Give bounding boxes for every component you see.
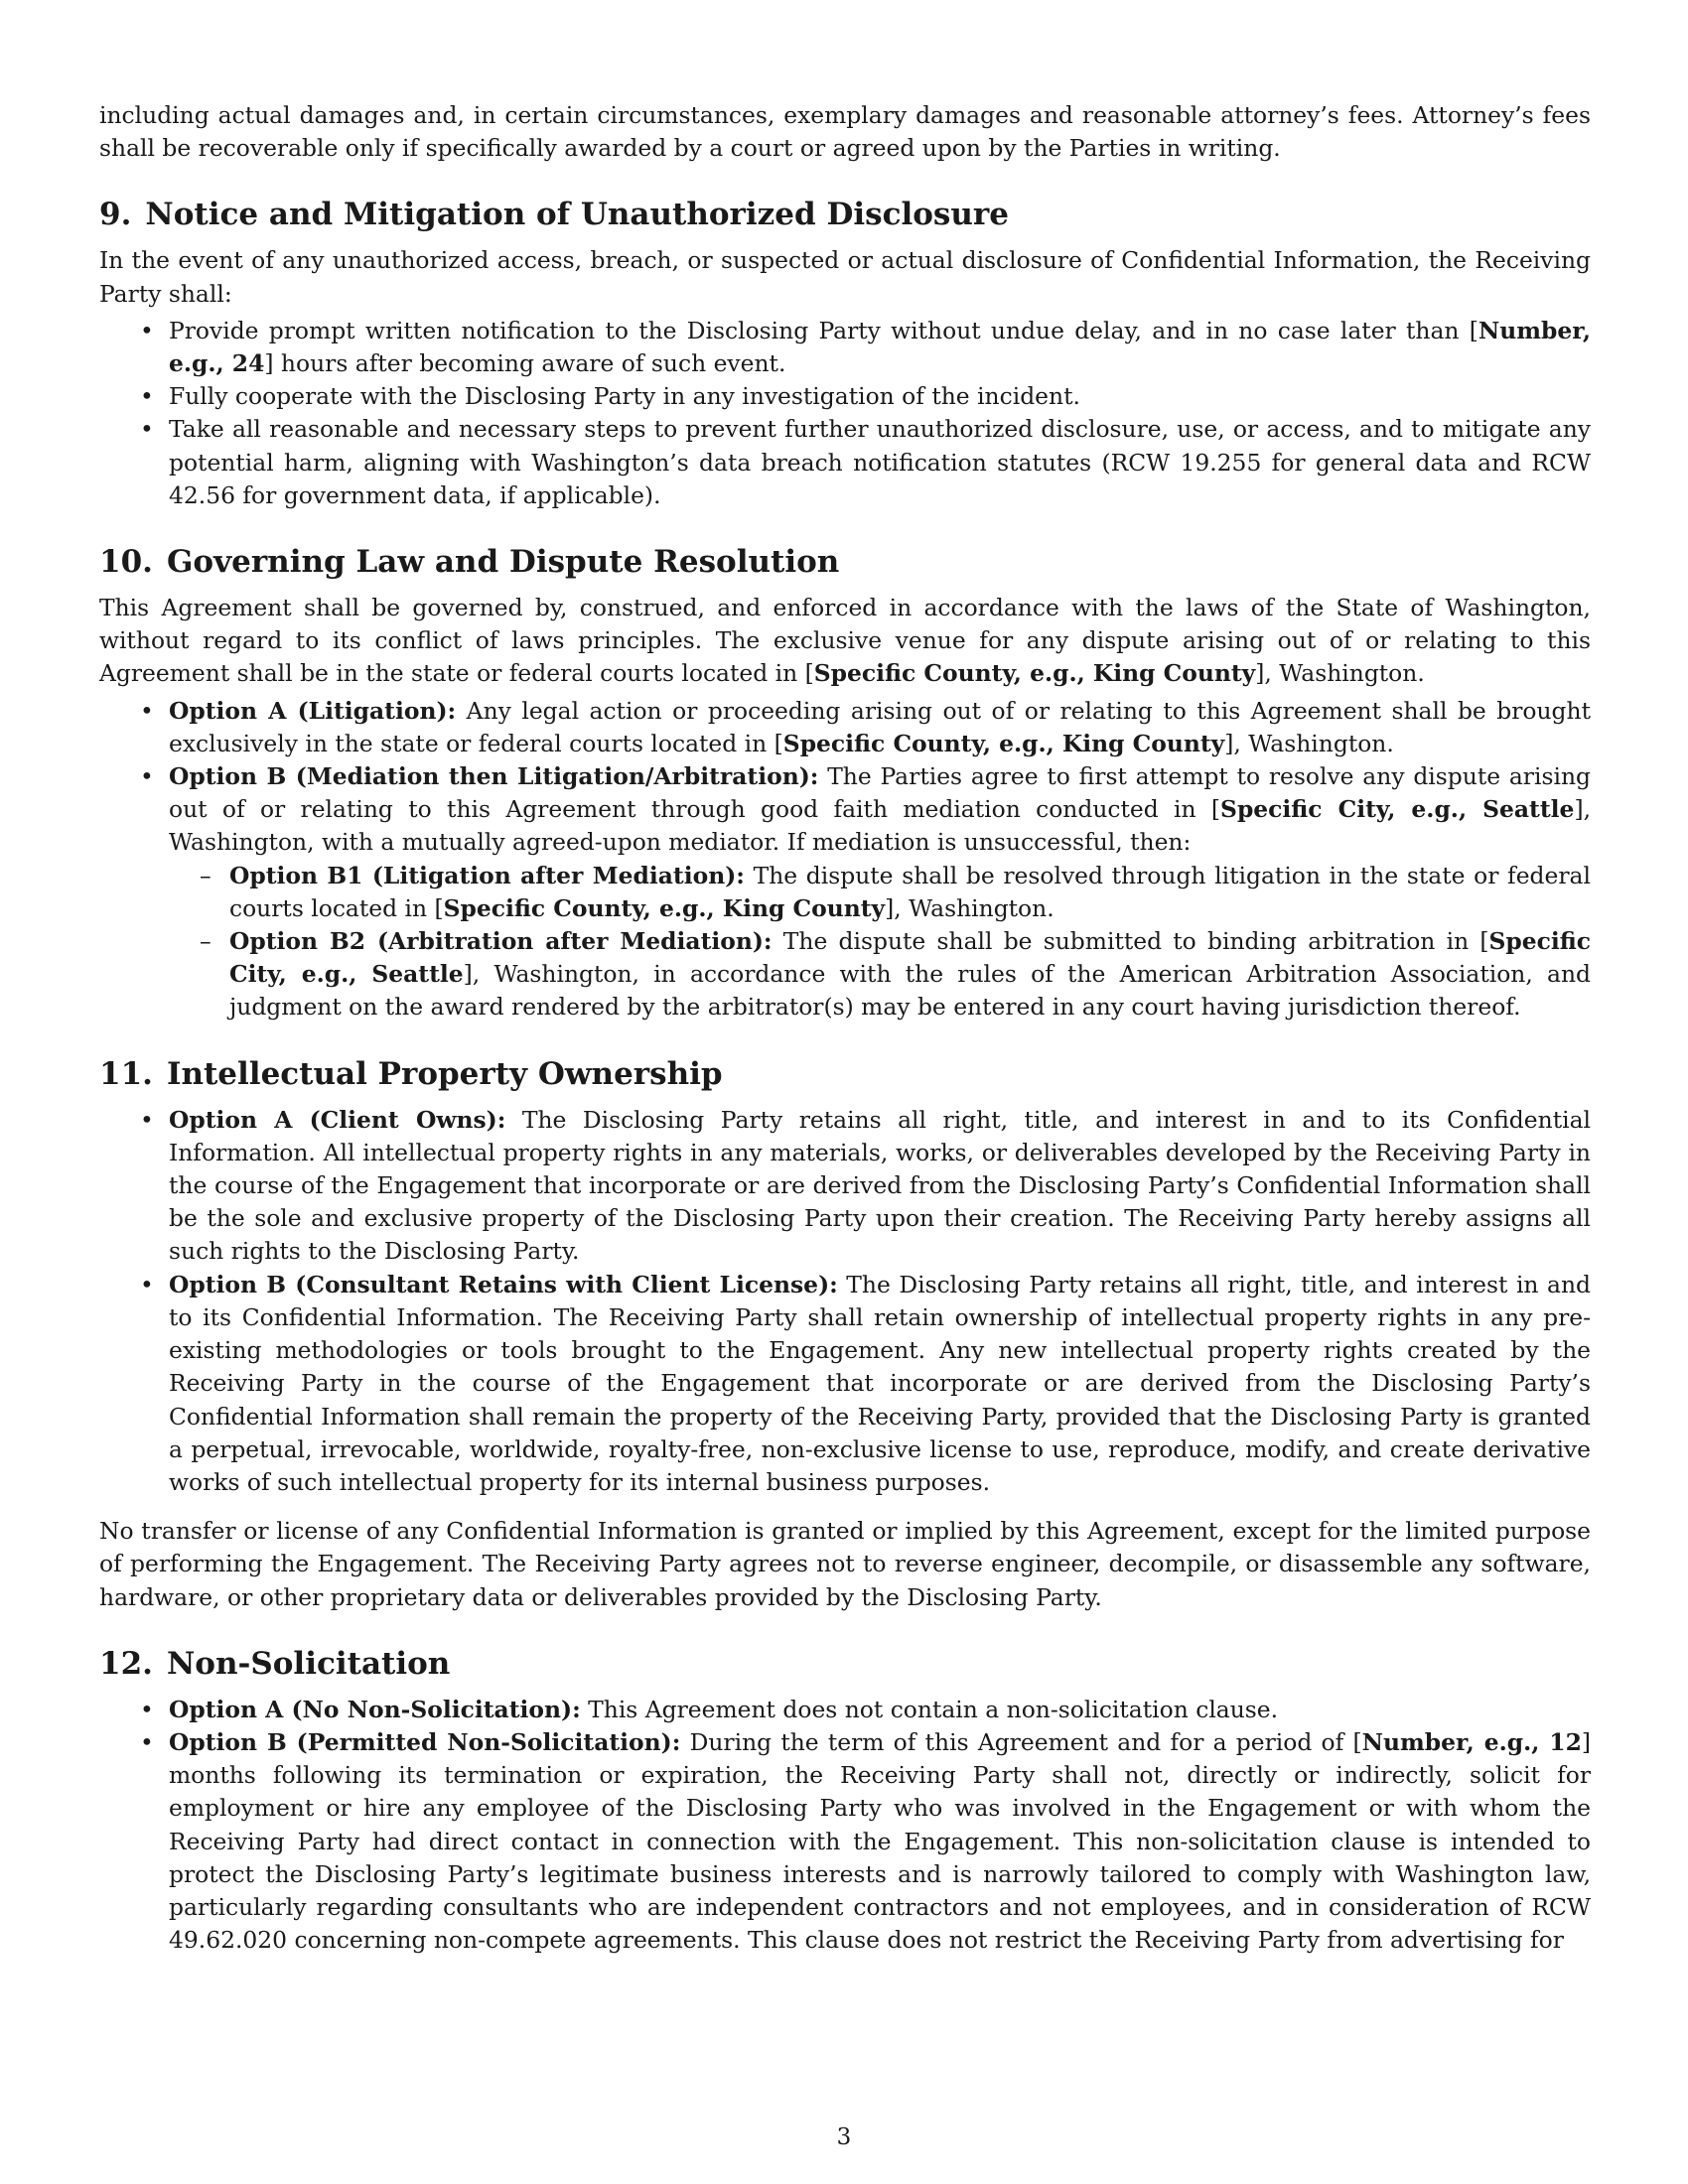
option-b: • Option B (Permitted Non-Solicitation): During the term of this Agreement and for a period of [Number, e.g., 12] months following its termination or expiration, the Receiving Party shall not, directly or indirectly, solicit for employment or hire any employee of the Disclosing Party who was involved in the Engagement or with whom the Receiving Party had direct contact in connection with the Engagement. This non-solicitation clause is intended to protect the Disclosing Party’s legitimate business interests and is narrowly tailored to comply with Washington law, particularly regarding consultants who are independent contractors and not employees, and in consideration of RCW 49.62.020 concerning non-compete agreements. This clause does not restrict the Receiving Party from advertising for [99,1726,1591,1957]
section-9-intro: In the event of any unauthorized access, breach, or suspected or actual disclosure of Confidential Information, the Receiving Party shall: [99,246,1591,308]
section-11-heading [99,1054,1591,1094]
page-number: 3 [836,2124,852,2150]
option-label: Option A (Litigation): [169,696,457,725]
option-b1: – Option B1 (Litigation after Mediation): The dispute shall be resolved through litigation in the state or federal courts located in [Specific County, e.g., King County], Washington. [169,860,1591,925]
option-label: Option B2 (Arbitration after Mediation): [229,927,773,956]
placeholder-field: Specific County, e.g., King County [443,893,886,922]
option-b2: – Option B2 (Arbitration after Mediation): The dispute shall be submitted to binding arbitration in [Specific City, e.g., Seattle], Washington, in accordance with the rules of the American Arbitration Association, and judgment on the award rendered by the arbitrator(s) may be entered in any court having jurisdiction thereof. [169,925,1591,1024]
section-11-options [99,1104,1591,1499]
placeholder-field: Specific City, e.g., Seattle [229,927,1592,989]
section-12-heading [99,1644,1591,1684]
option-a: • Option A (No Non-Solicitation): This Agreement does not contain a non-solicitation clause. [99,1694,1591,1726]
placeholder-field: Specific County, e.g., King County [782,729,1225,757]
section-10-options [99,695,1591,1024]
section-title: Intellectual Property Ownership [166,1055,723,1092]
option-a: • Option A (Litigation): Any legal action or proceeding arising out of or relating to this Agreement shall be brought exclusively in the state or federal courts located in [Specific County, e.g., King County], Washington. [99,695,1591,760]
list-item: • Take all reasonable and necessary steps to prevent further unauthorized disclosure, use, or access, and to mitigate any potential harm, aligning with Washington’s data breach notification statutes (RCW 19.255 for general data and RCW 42.56 for government data, if applicable). [99,413,1591,512]
option-a: • Option A (Client Owns): The Disclosing Party retains all right, title, and interest in and to its Confidential Information. All intellectual property rights in any materials, works, or deliverables developed by the Receiving Party in the course of the Engagement that incorporate or are derived from the Disclosing Party’s Confidential Information shall be the sole and exclusive property of the Disclosing Party upon their creation. The Receiving Party hereby assigns all such rights to the Disclosing Party. [99,1104,1591,1269]
continued-paragraph: including actual damages and, in certain circumstances, exemplary damages and reasonable attorney’s fees. Attorney’s fees shall be recoverable only if specifically awarded by a court or agreed upon by the Parties in writing. [99,101,1591,163]
option-b-sublist [169,860,1591,1024]
option-label: Option A (No Non-Solicitation): [169,1695,581,1723]
placeholder-field: Specific County, e.g., King County [813,659,1256,688]
option-label: Option B (Mediation then Litigation/Arbitration): [169,762,819,791]
section-10-heading [99,542,1591,582]
placeholder-field: Number, e.g., 12 [1361,1727,1582,1756]
section-title: Notice and Mitigation of Unauthorized Disclosure [145,197,1009,233]
placeholder-field: Specific City, e.g., Seattle [1220,795,1575,824]
section-12-options [99,1694,1591,1958]
option-label: Option B (Permitted Non-Solicitation): [169,1727,681,1756]
list-item: • Provide prompt written notification to the Disclosing Party without undue delay, and in no case later than [Number, e.g., 24] hours after becoming aware of such event. [99,315,1591,380]
list-item: • Fully cooperate with the Disclosing Party in any investigation of the incident. [99,380,1591,413]
option-label: Option B (Consultant Retains with Client License): [169,1270,838,1298]
placeholder-field: Number, e.g., 24 [169,316,1591,378]
section-10-intro: This Agreement shall be governed by, construed, and enforced in accordance with the laws of the State of Washington, without regard to its conflict of laws principles. The exclusive venue for any dispute arising out of or relating to this Agreement shall be in the state or federal courts located in [Specific County, e.g., King County], Washington. [99,594,1591,688]
section-title: Governing Law and Dispute Resolution [166,544,840,581]
option-b: • Option B (Consultant Retains with Client License): The Disclosing Party retains all right, title, and interest in and to its Confidential Information. The Receiving Party shall retain ownership of intellectual property rights in any pre-existing methodologies or tools brought to the Engagement. Any new intellectual property rights created by the Receiving Party in the course of the Engagement that incorporate or are derived from the Disclosing Party’s Confidential Information shall remain the property of the Receiving Party, provided that the Disclosing Party is granted a perpetual, irrevocable, worldwide, royalty-free, non-exclusive license to use, reproduce, modify, and create derivative works of such intellectual property for its internal business purposes. [99,1269,1591,1499]
section-11-closing: No transfer or license of any Confidential Information is granted or implied by this Agreement, except for the limited purpose of performing the Engagement. The Receiving Party agrees not to reverse engineer, decompile, or disassemble any software, hardware, or other proprietary data or deliverables provided by the Disclosing Party. [99,1517,1591,1611]
section-9-list [99,315,1591,512]
document-page [99,99,1591,1973]
section-number: 12. [99,1645,153,1682]
section-9-heading [99,195,1591,234]
section-number: 11. [99,1055,153,1092]
section-title: Non-Solicitation [166,1645,451,1682]
option-label: Option A (Client Owns): [169,1105,506,1134]
section-number: 10. [99,544,153,581]
option-label: Option B1 (Litigation after Mediation): [229,861,745,889]
section-number: 9. [99,197,132,233]
option-b: • Option B (Mediation then Litigation/Arbitration): The Parties agree to first attempt to resolve any dispute arising out of or relating to this Agreement through good faith mediation conducted in [Specific City, e.g., Seattle], Washington, with a mutually agreed-upon mediator. If mediation is unsuccessful, then: – Option B1 (Litigation after Mediation): The dispute shall be resolved through litigation in the state or federal courts located in [Specific County, e.g., King County], Washington. – Option B2 (Arbitration after Mediation): The dispute shall be submitted to binding arbitration in [Specific City, e.g., Seattle], Washington, in accordance with the rules of the American Arbitration Association, and judgment on the award rendered by the arbitrator(s) may be entered in any court having jurisdiction thereof. [99,760,1591,1024]
